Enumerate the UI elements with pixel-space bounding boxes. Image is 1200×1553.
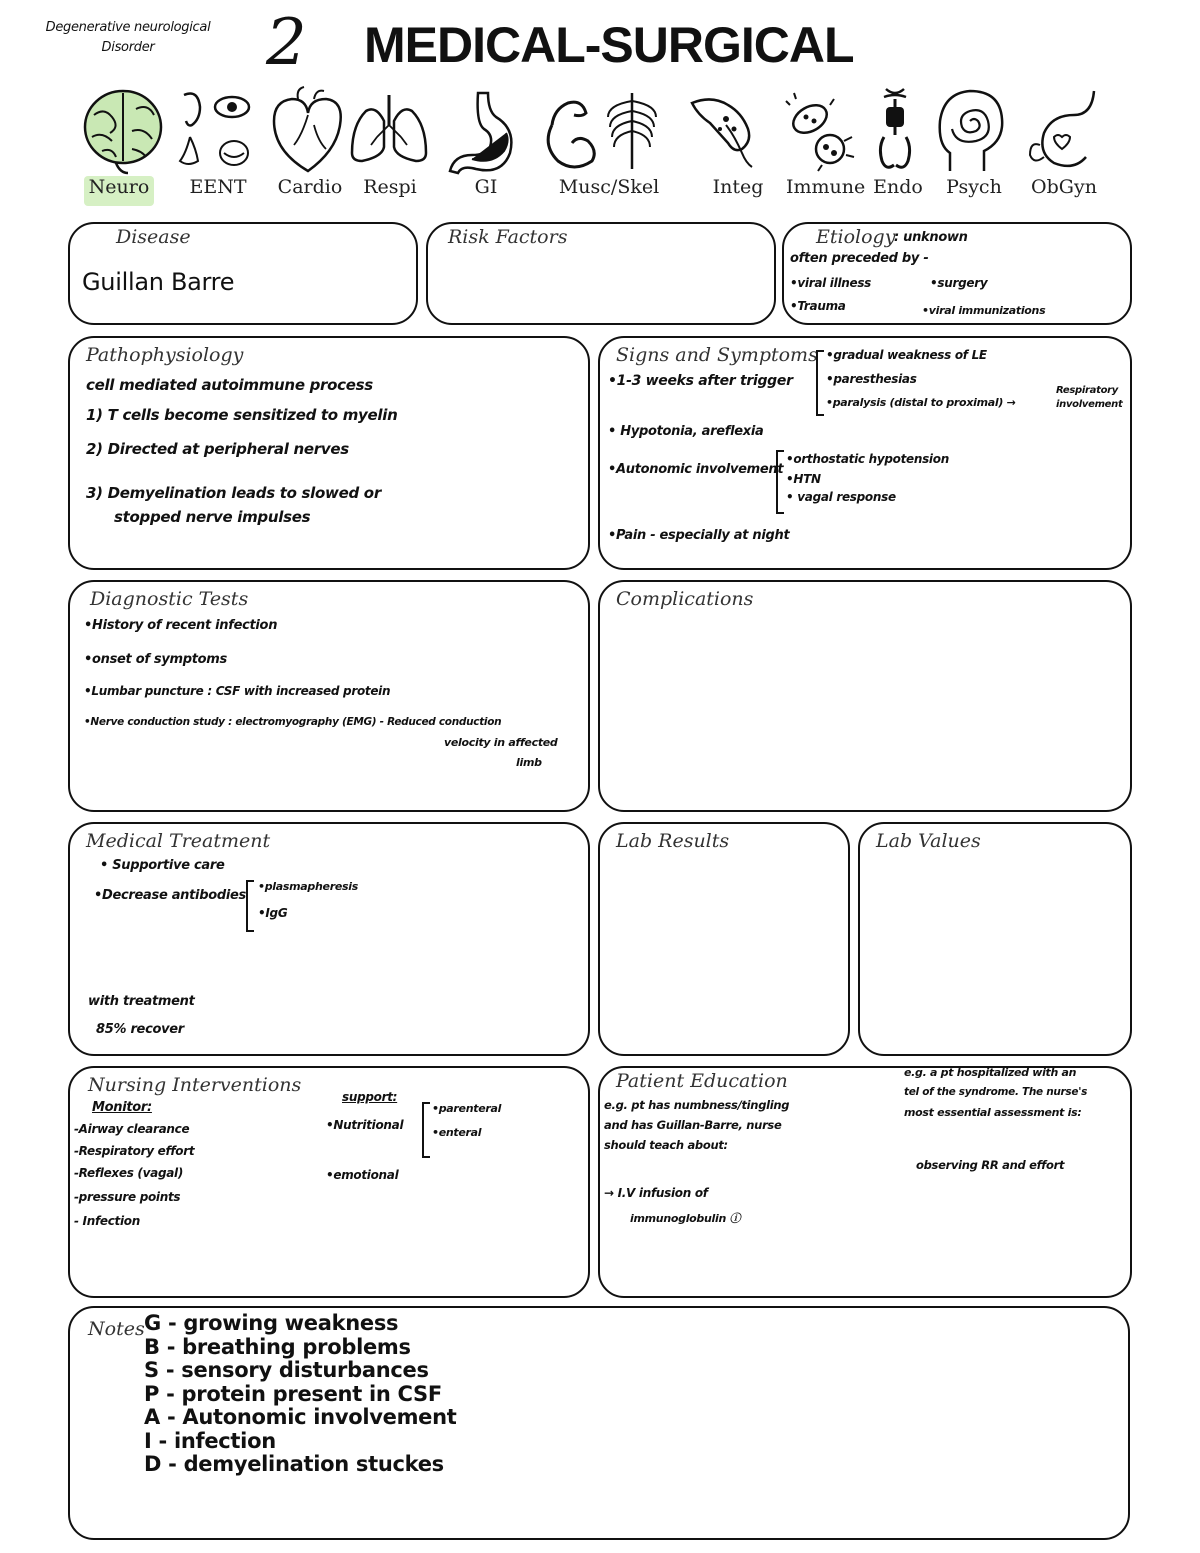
notes-box xyxy=(68,1306,1130,1540)
ss-hypotonia[interactable]: • Hypotonia, areflexia xyxy=(608,424,764,439)
notes-list xyxy=(144,1312,456,1477)
ni-monitor-item-2[interactable]: -Respiratory effort xyxy=(74,1144,195,1158)
lungs-icon[interactable] xyxy=(348,85,430,177)
pe-q2-line-2[interactable]: tel of the syndrome. The nurse's xyxy=(904,1086,1088,1098)
muscle-ribcage-icon[interactable] xyxy=(536,85,666,177)
pathophysiology-label: Pathophysiology xyxy=(86,344,244,366)
notes-line-p[interactable]: P - protein present in CSF xyxy=(144,1381,442,1406)
ss-onset-item-3[interactable]: •paralysis (distal to proximal) → xyxy=(826,396,1016,409)
pe-a2[interactable]: observing RR and effort xyxy=(916,1158,1065,1172)
ss-autonomic-item-3[interactable]: • vagal response xyxy=(786,490,896,504)
ss-autonomic-item-1[interactable]: •orthostatic hypotension xyxy=(786,452,949,466)
ss-resp-note[interactable]: Respiratory involvement xyxy=(1056,385,1123,410)
lab-results-label: Lab Results xyxy=(616,830,730,852)
risk-factors-label: Risk Factors xyxy=(448,226,568,248)
etiology-label: Etiology xyxy=(816,226,896,248)
ni-nutritional-item-1[interactable]: •parenteral xyxy=(432,1102,502,1115)
pe-q1-line-1[interactable]: e.g. pt has numbness/tingling xyxy=(604,1098,790,1112)
category-label-obgyn[interactable]: ObGyn xyxy=(1031,176,1097,198)
corner-note-line1: Degenerative neurological xyxy=(45,20,211,35)
mt-line-2[interactable]: •Decrease antibodies xyxy=(94,888,246,903)
patho-line-5[interactable]: stopped nerve impulses xyxy=(114,508,311,526)
ni-nutritional-bracket xyxy=(422,1102,430,1158)
bacteria-icon[interactable] xyxy=(782,85,856,177)
pe-q2-line-1[interactable]: e.g. a pt hospitalized with an xyxy=(904,1066,1077,1079)
lab-results-box xyxy=(598,822,850,1056)
category-label-cardio[interactable]: Cardio xyxy=(277,176,343,198)
complications-box xyxy=(598,580,1132,812)
etiology-item-surgery[interactable]: •surgery xyxy=(930,276,988,290)
disease-value[interactable]: Guillan Barre xyxy=(82,268,235,296)
diagnostic-tests-label: Diagnostic Tests xyxy=(90,588,249,610)
ss-autonomic-item-2[interactable]: •HTN xyxy=(786,472,821,486)
skin-hand-icon[interactable] xyxy=(686,85,762,177)
pe-q1-line-3[interactable]: should teach about: xyxy=(604,1138,728,1152)
dx-line-4[interactable]: •Nerve conduction study : electromyography (EMG) - Reduced conduction xyxy=(84,716,502,728)
category-label-psych[interactable]: Psych xyxy=(946,176,1002,198)
ni-nutritional[interactable]: •Nutritional xyxy=(326,1118,404,1132)
ss-autonomic-bracket xyxy=(776,450,784,514)
etiology-line2[interactable]: often preceded by - xyxy=(790,251,929,266)
risk-factors-box xyxy=(426,222,776,325)
mt-line-1[interactable]: • Supportive care xyxy=(100,858,225,873)
corner-note xyxy=(28,18,228,58)
brain-icon[interactable] xyxy=(80,85,166,177)
ni-monitor-item-3[interactable]: -Reflexes (vagal) xyxy=(74,1166,184,1180)
pe-a1-line-2[interactable]: immunoglobulin ⓘ xyxy=(630,1212,741,1225)
nursing-interventions-box xyxy=(68,1066,590,1298)
pregnancy-icon[interactable] xyxy=(1024,85,1102,177)
mt-item-2[interactable]: •IgG xyxy=(258,906,288,920)
patho-line-3[interactable]: 2) Directed at peripheral nerves xyxy=(86,440,349,458)
ear-eye-nose-mouth-icon[interactable] xyxy=(172,85,254,177)
mt-bracket xyxy=(246,880,254,932)
ss-onset-item-2[interactable]: •paresthesias xyxy=(826,372,917,386)
category-label-gi[interactable]: GI xyxy=(474,176,498,198)
disease-label: Disease xyxy=(116,226,191,248)
lab-values-label: Lab Values xyxy=(876,830,981,852)
ss-onset[interactable]: •1-3 weeks after trigger xyxy=(608,373,793,389)
ss-onset-item-1[interactable]: •gradual weakness of LE xyxy=(826,348,987,362)
pathophysiology-box xyxy=(68,336,590,570)
nursing-interventions-label: Nursing Interventions xyxy=(88,1074,302,1096)
heart-icon[interactable] xyxy=(268,85,348,177)
ni-nutritional-item-2[interactable]: •enteral xyxy=(432,1126,482,1139)
mt-footer-2[interactable]: 85% recover xyxy=(96,1022,184,1037)
dx-line-4-cont-2[interactable]: limb xyxy=(516,756,542,769)
category-label-endo[interactable]: Endo xyxy=(873,176,923,198)
patho-line-2[interactable]: 1) T cells become sensitized to myelin xyxy=(86,406,398,424)
patho-line-4[interactable]: 3) Demyelination leads to slowed or xyxy=(86,484,381,502)
etiology-box xyxy=(782,222,1132,325)
complications-label: Complications xyxy=(616,588,754,610)
disease-box xyxy=(68,222,418,325)
ni-support-heading[interactable]: support: xyxy=(342,1090,398,1104)
page-title: MEDICAL-SURGICAL xyxy=(364,17,854,73)
ni-monitor-item-5[interactable]: - Infection xyxy=(74,1214,140,1228)
notes-line-d[interactable]: D - demyelination stuckes xyxy=(144,1452,444,1476)
ni-monitor-item-4[interactable]: -pressure points xyxy=(74,1190,181,1204)
diagnostic-tests-box xyxy=(68,580,590,812)
ss-onset-bracket xyxy=(816,350,824,416)
notes-line-a[interactable]: A - Autonomic involvement xyxy=(144,1405,457,1429)
dx-line-3[interactable]: •Lumbar puncture : CSF with increased protein xyxy=(84,684,391,698)
mt-item-1[interactable]: •plasmapheresis xyxy=(258,880,358,893)
medical-treatment-label: Medical Treatment xyxy=(86,830,271,852)
signs-symptoms-label: Signs and Symptoms xyxy=(616,344,818,366)
stomach-icon[interactable] xyxy=(444,85,524,177)
patient-education-box xyxy=(598,1066,1132,1298)
patho-line-1[interactable]: cell mediated autoimmune process xyxy=(86,376,373,394)
endocrine-icon[interactable] xyxy=(870,85,920,177)
ni-monitor-item-1[interactable]: -Airway clearance xyxy=(74,1122,190,1136)
dx-line-4-cont-1[interactable]: velocity in affected xyxy=(444,736,558,749)
mt-footer-1[interactable]: with treatment xyxy=(88,994,195,1009)
notes-label: Notes xyxy=(88,1318,145,1340)
etiology-value[interactable]: : unknown xyxy=(894,230,968,245)
category-label-respi[interactable]: Respi xyxy=(363,176,417,198)
notes-line-g[interactable]: G - growing weakness xyxy=(144,1311,399,1335)
pe-q2-line-3[interactable]: most essential assessment is: xyxy=(904,1106,1082,1119)
dx-line-2[interactable]: •onset of symptoms xyxy=(84,652,227,667)
medical-treatment-box xyxy=(68,822,590,1056)
pe-q1-line-2[interactable]: and has Guillan-Barre, nurse xyxy=(604,1118,782,1132)
signs-symptoms-box xyxy=(598,336,1132,570)
category-label-immune[interactable]: Immune xyxy=(786,176,866,198)
ni-monitor-heading[interactable]: Monitor: xyxy=(92,1100,152,1115)
page-number: 2 xyxy=(266,6,307,80)
patient-education-label: Patient Education xyxy=(616,1070,788,1092)
ss-autonomic[interactable]: •Autonomic involvement xyxy=(608,462,784,477)
notes-line-s[interactable]: S - sensory disturbances xyxy=(144,1358,429,1382)
etiology-item-trauma[interactable]: •Trauma xyxy=(790,299,846,313)
dx-line-1[interactable]: •History of recent infection xyxy=(84,618,278,633)
notes-line-i[interactable]: I - infection xyxy=(144,1428,276,1453)
ss-pain[interactable]: •Pain - especially at night xyxy=(608,528,790,543)
category-label-integ[interactable]: Integ xyxy=(712,176,764,198)
etiology-item-immunizations[interactable]: •viral immunizations xyxy=(922,304,1046,317)
category-label-neuro[interactable]: Neuro xyxy=(88,176,150,198)
corner-note-line2: Disorder xyxy=(101,40,155,55)
notes-line-b[interactable]: B - breathing problems xyxy=(144,1334,411,1359)
category-label-eent[interactable]: EENT xyxy=(189,176,247,198)
etiology-item-viral[interactable]: •viral illness xyxy=(790,276,872,290)
ni-emotional[interactable]: •emotional xyxy=(326,1168,399,1182)
category-label-musc-skel[interactable]: Musc/Skel xyxy=(558,176,660,198)
spiral-head-icon[interactable] xyxy=(936,85,1006,177)
pe-a1-line-1[interactable]: → I.V infusion of xyxy=(604,1186,708,1200)
lab-values-box xyxy=(858,822,1132,1056)
